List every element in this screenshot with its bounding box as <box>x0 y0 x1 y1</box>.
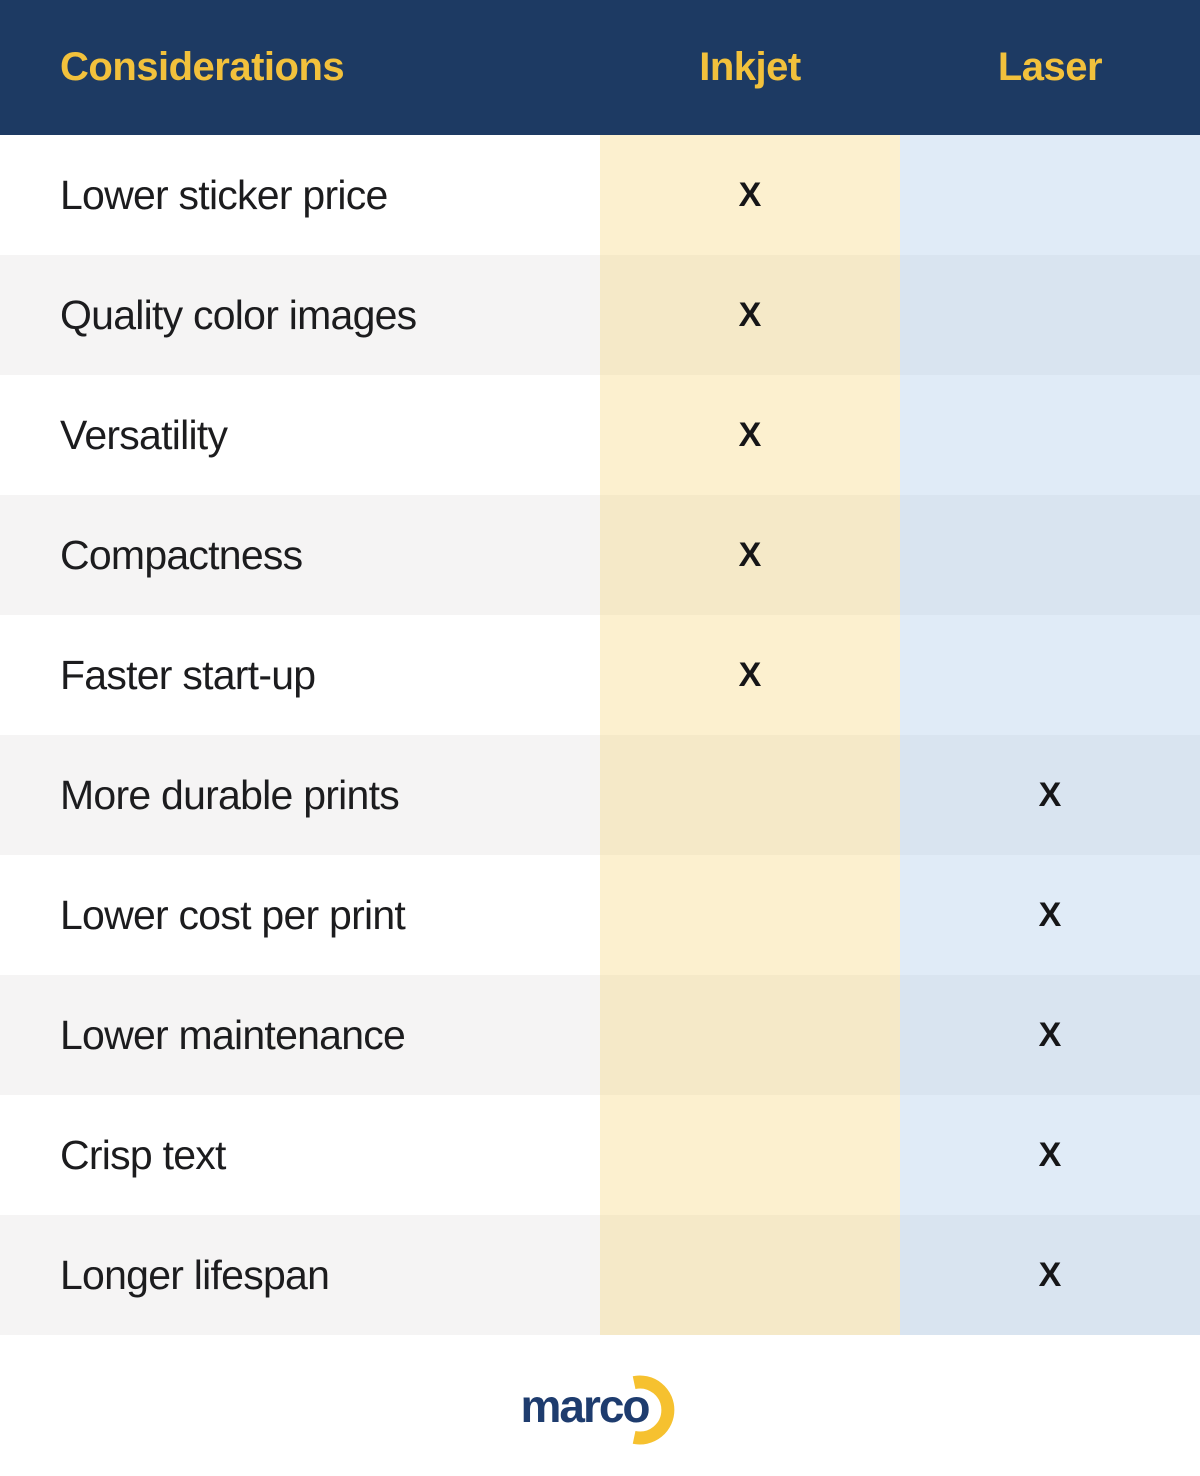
header-inkjet: Inkjet <box>699 45 801 89</box>
inkjet-cell <box>600 735 900 855</box>
x-mark: X <box>1038 895 1062 934</box>
inkjet-cell <box>600 975 900 1095</box>
inkjet-cell <box>600 135 900 255</box>
row-label: Quality color images <box>60 291 417 338</box>
table-row <box>0 375 1200 495</box>
table-row <box>0 855 1200 975</box>
logo-arc-swoosh-icon <box>600 1370 680 1450</box>
table-row <box>0 1215 1200 1335</box>
x-mark: X <box>1038 775 1062 814</box>
x-mark: X <box>738 295 762 334</box>
x-mark: X <box>738 655 762 694</box>
laser-cell <box>900 375 1200 495</box>
x-mark: X <box>738 415 762 454</box>
inkjet-cell <box>600 1095 900 1215</box>
row-label: Versatility <box>60 411 228 458</box>
table-row <box>0 615 1200 735</box>
header-laser: Laser <box>997 45 1103 89</box>
inkjet-cell <box>600 615 900 735</box>
laser-cell <box>900 975 1200 1095</box>
inkjet-cell <box>600 855 900 975</box>
table-row <box>0 735 1200 855</box>
inkjet-cell <box>600 255 900 375</box>
laser-cell <box>900 135 1200 255</box>
row-label: Lower cost per print <box>60 891 406 938</box>
row-label: More durable prints <box>60 771 399 818</box>
footer <box>0 1335 1200 1476</box>
table-row <box>0 975 1200 1095</box>
inkjet-cell <box>600 1215 900 1335</box>
inkjet-cell <box>600 495 900 615</box>
comparison-table-body <box>0 135 1200 1335</box>
marco-logo <box>520 1366 679 1446</box>
inkjet-cell <box>600 375 900 495</box>
laser-cell <box>900 495 1200 615</box>
laser-cell <box>900 735 1200 855</box>
row-label: Crisp text <box>60 1131 226 1178</box>
laser-cell <box>900 855 1200 975</box>
laser-cell <box>900 255 1200 375</box>
row-label: Lower maintenance <box>60 1011 406 1058</box>
x-mark: X <box>1038 1015 1062 1054</box>
header-considerations: Considerations <box>60 45 345 89</box>
table-row <box>0 495 1200 615</box>
laser-cell <box>900 1215 1200 1335</box>
row-label: Lower sticker price <box>60 171 388 218</box>
table-header <box>0 0 1200 135</box>
table-row <box>0 1095 1200 1215</box>
x-mark: X <box>1038 1255 1062 1294</box>
row-label: Longer lifespan <box>60 1251 330 1298</box>
table-row <box>0 255 1200 375</box>
x-mark: X <box>738 535 762 574</box>
x-mark: X <box>1038 1135 1062 1174</box>
row-label: Compactness <box>60 531 303 578</box>
row-label: Faster start-up <box>60 651 316 698</box>
logo-wordmark: marco <box>520 1379 649 1432</box>
laser-cell <box>900 1095 1200 1215</box>
x-mark: X <box>738 175 762 214</box>
laser-cell <box>900 615 1200 735</box>
table-row <box>0 135 1200 255</box>
